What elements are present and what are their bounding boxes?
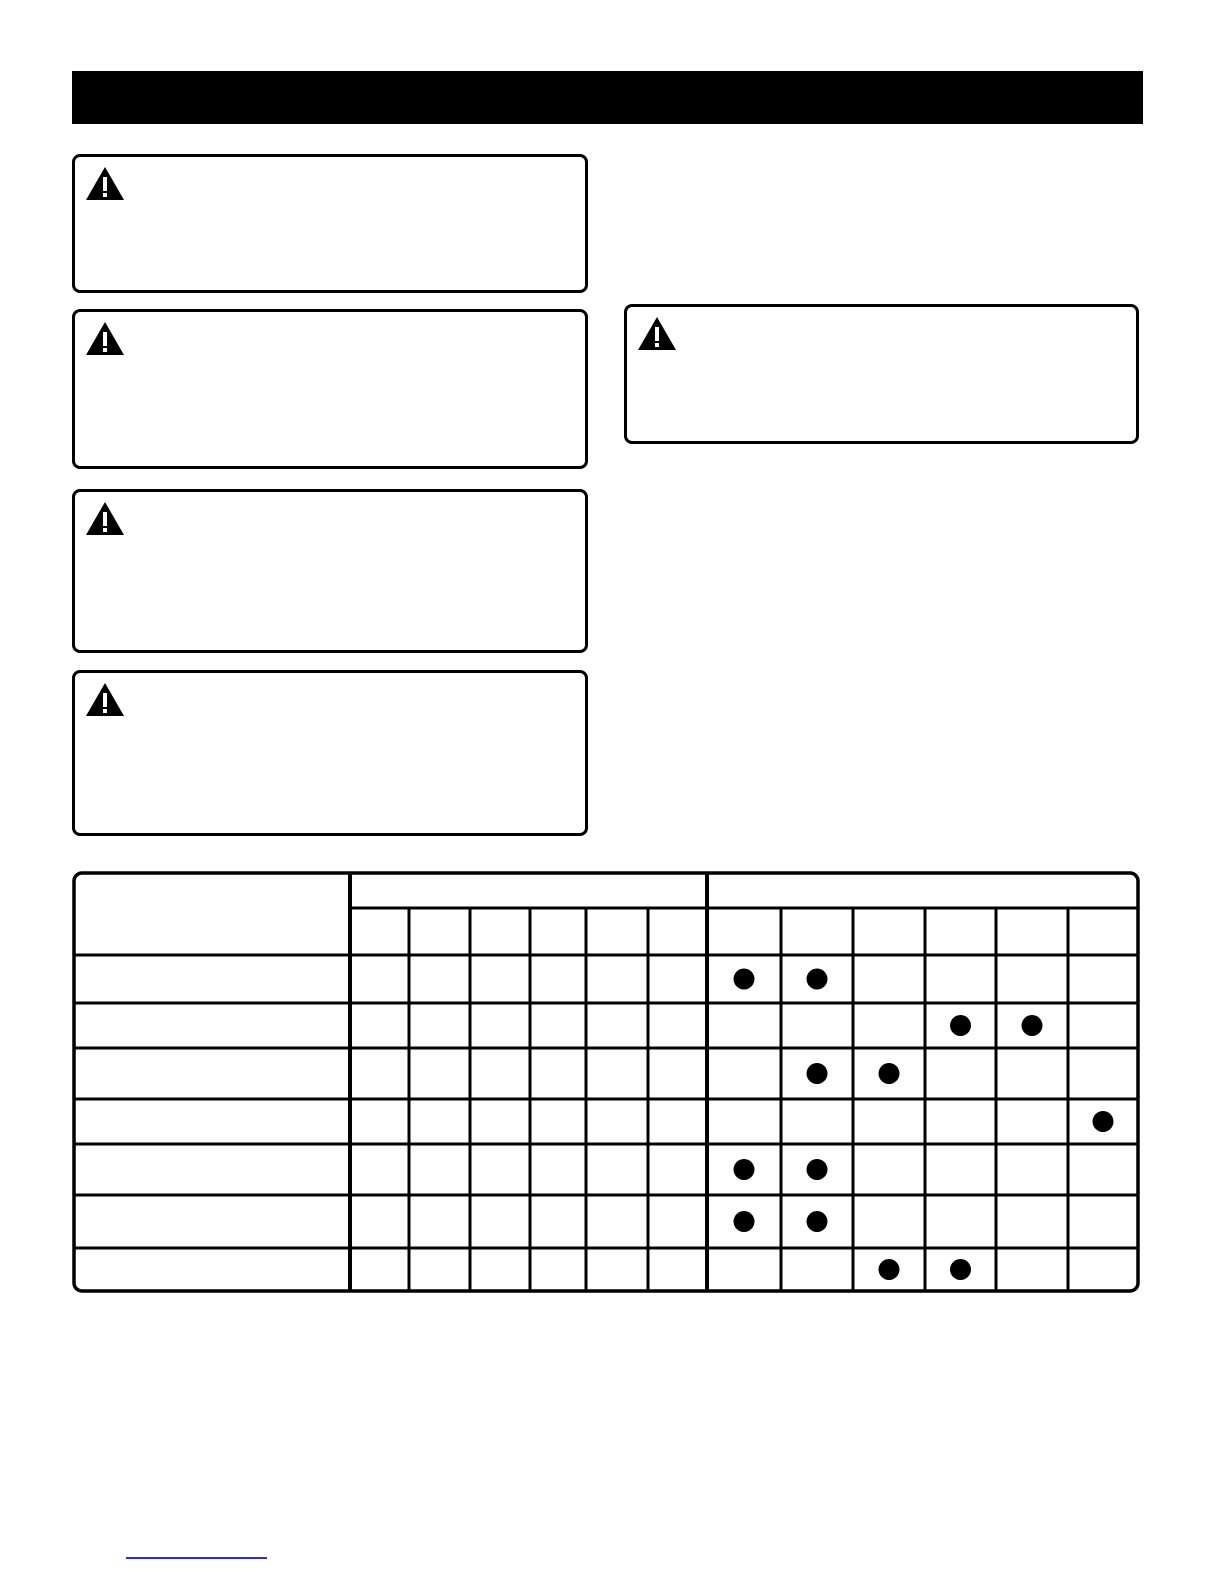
table-cell-mark	[807, 1211, 828, 1232]
table-cell-mark	[734, 1159, 755, 1180]
table-cell-mark	[1093, 1111, 1114, 1132]
table-cell-mark	[807, 1159, 828, 1180]
warning-triangle-icon	[637, 316, 677, 352]
table-cell-mark	[734, 969, 755, 990]
table-cell-mark	[879, 1063, 900, 1084]
table-cell-mark	[950, 1015, 971, 1036]
table-cell-mark	[807, 1063, 828, 1084]
footer-link-underline	[126, 1557, 267, 1559]
section-header-bar	[72, 71, 1143, 124]
warning-triangle-icon	[85, 501, 125, 537]
selection-table	[72, 871, 1140, 1293]
warning-box-2	[72, 309, 588, 469]
table-cell-mark	[879, 1259, 900, 1280]
warning-box-4	[72, 670, 588, 836]
warning-triangle-icon	[85, 321, 125, 357]
warning-box-3	[72, 489, 588, 653]
warning-box-1	[72, 154, 588, 293]
table-cell-mark	[734, 1211, 755, 1232]
table-cell-mark	[950, 1259, 971, 1280]
warning-triangle-icon	[85, 682, 125, 718]
table-cell-mark	[1022, 1015, 1043, 1036]
warning-triangle-icon	[85, 166, 125, 202]
table-cell-mark	[807, 969, 828, 990]
table-frame	[74, 873, 1138, 1291]
warning-box-5	[624, 304, 1139, 444]
